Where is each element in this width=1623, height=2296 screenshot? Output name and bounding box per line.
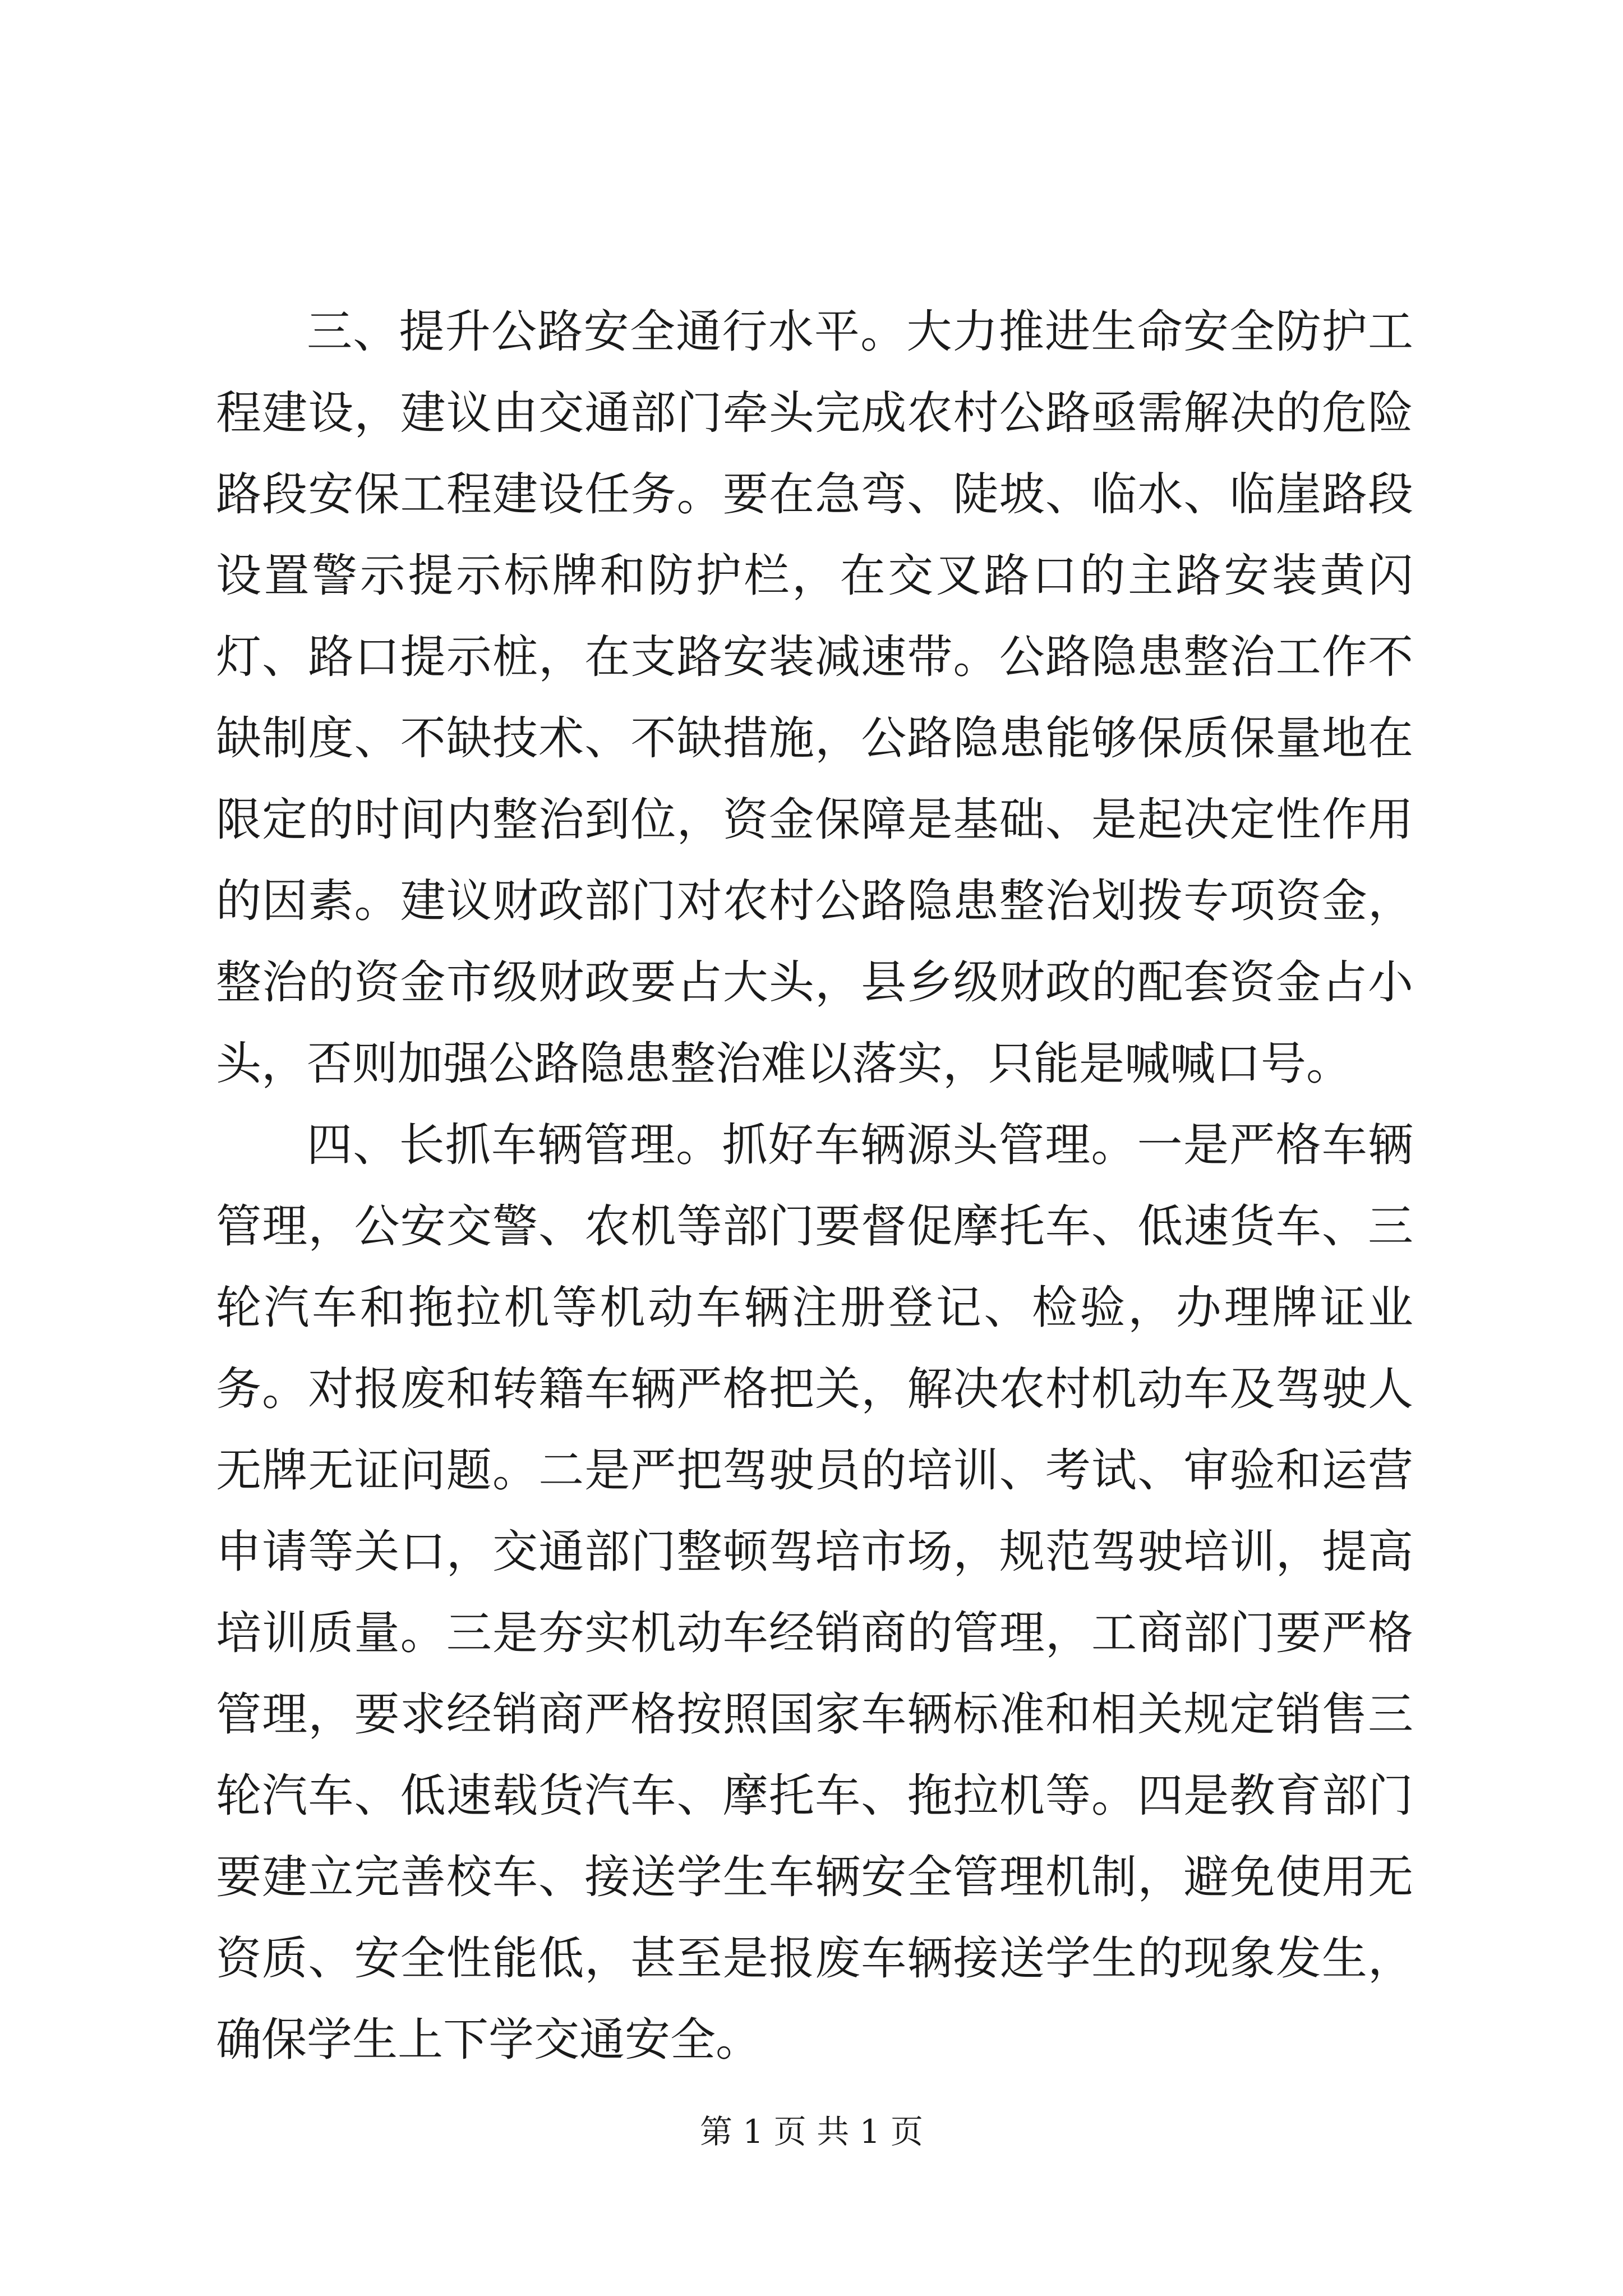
paragraph-road-safety: 三、提升公路安全通行水平。大力推进生命安全防护工程建设，建议由交通部门牵头完成农村公路亟需解决的危险路段安保工程建设任务。要在急弯、陡坡、临水、临崖路段设置警示提示标牌和防护栏，在交叉路口的主路安装黄闪灯、路口提示桩，在支路安装减速带。公路隐患整治工作不缺制度、不缺技术、不缺措施，公路隐患能够保质保量地在限定的时间内整治到位，资金保障是基础、是起决定性作用的因素。建议财政部门对农村公路隐患整治划拨专项资金，整治的资金市级财政要占大头，县乡级财政的配套资金占小头，否则加强公路隐患整治难以落实，只能是喊喊口号。 [216, 306, 1413, 1091]
page-number-footer: 第 1 页 共 1 页 [700, 2113, 923, 2151]
document-body [216, 292, 1413, 2081]
paragraph-vehicle-management: 四、长抓车辆管理。抓好车辆源头管理。一是严格车辆管理，公安交警、农机等部门要督促摩托车、低速货车、三轮汽车和拖拉机等机动车辆注册登记、检验，办理牌证业务。对报废和转籍车辆严格把关，解决农村机动车及驾驶人无牌无证问题。二是严把驾驶员的培训、考试、审验和运营申请等关口，交通部门整顿驾培市场，规范驾驶培训，提高培训质量。三是夯实机动车经销商的管理，工商部门要严格管理，要求经销商严格按照国家车辆标准和相关规定销售三轮汽车、低速载货汽车、摩托车、拖拉机等。四是教育部门要建立完善校车、接送学生车辆安全管理机制，避免使用无资质、安全性能低，甚至是报废车辆接送学生的现象发生，确保学生上下学交通安全。 [216, 1119, 1413, 2067]
